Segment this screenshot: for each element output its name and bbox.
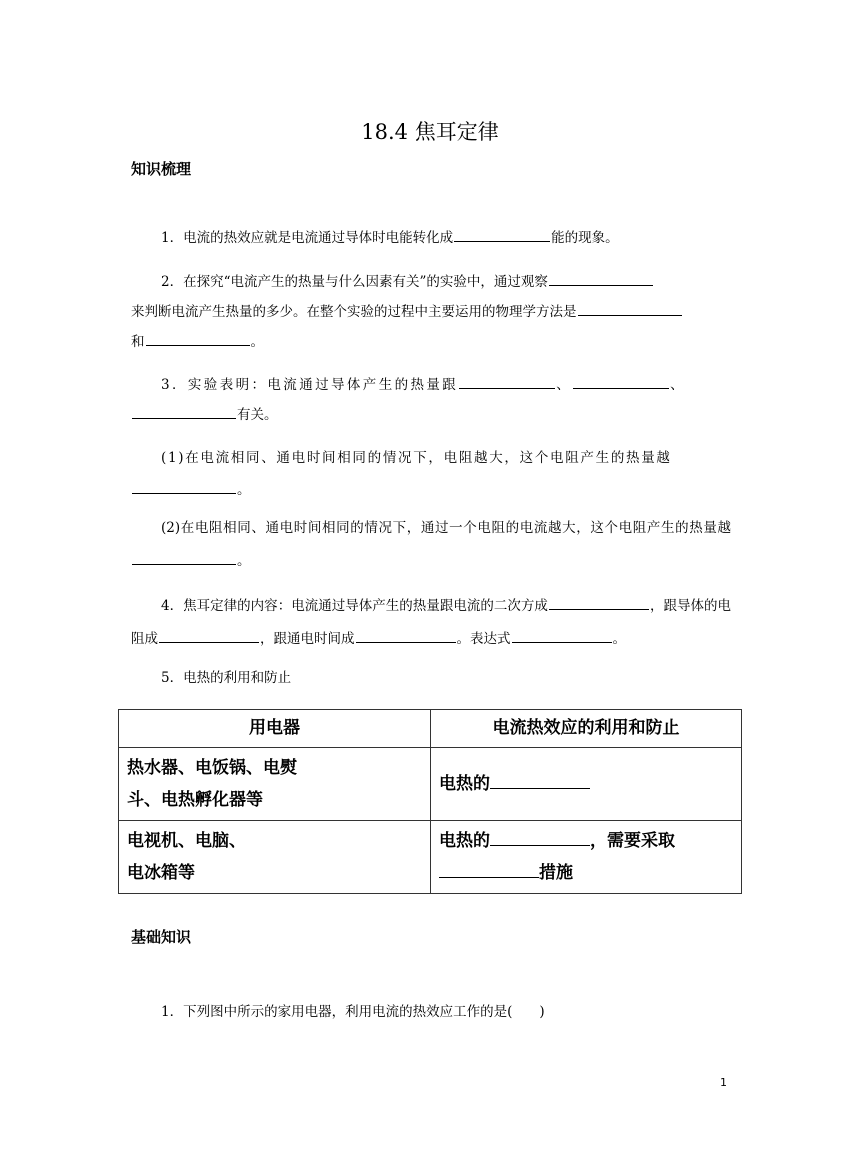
fill-blank[interactable] bbox=[439, 859, 539, 878]
question-3b-text: (2)在电阻相同、通电时间相同的情况下，通过一个电阻的电流越大，这个电阻产生的热量越 bbox=[161, 520, 731, 536]
table-cell-usage-1 bbox=[431, 748, 742, 821]
question-2-suffix: 。 bbox=[250, 334, 264, 350]
fill-blank[interactable] bbox=[454, 227, 550, 242]
cell-text: 措施 bbox=[539, 863, 573, 883]
question-2-text: 2．在探究“电流产生的热量与什么因素有关”的实验中，通过观察 bbox=[161, 274, 548, 290]
cell-text: 电冰箱等 bbox=[127, 863, 195, 883]
question-4-text-4: 。表达式 bbox=[456, 631, 511, 647]
table-header-row bbox=[119, 710, 742, 748]
fill-blank[interactable] bbox=[549, 595, 649, 610]
separator: 、 bbox=[670, 377, 687, 393]
fill-blank[interactable] bbox=[132, 479, 236, 494]
question-1-text: 1．电流的热效应就是电流通过导体时电能转化成 bbox=[161, 230, 454, 246]
table-row bbox=[119, 748, 742, 821]
fill-blank[interactable] bbox=[578, 301, 682, 316]
question-1-suffix: 能的现象。 bbox=[551, 230, 619, 246]
question-5: 5．电热的利用和防止 bbox=[161, 670, 292, 686]
question-1 bbox=[161, 226, 761, 246]
table-cell-appliances-1 bbox=[119, 748, 431, 821]
table-cell-usage-2 bbox=[431, 821, 742, 894]
question-3b bbox=[131, 512, 731, 578]
question-2-text-3: 和 bbox=[131, 334, 145, 350]
cell-text: 电视机、电脑、 bbox=[127, 831, 246, 851]
section-heading-basics: 基础知识 bbox=[131, 928, 192, 946]
fill-blank[interactable] bbox=[490, 827, 590, 846]
table-header-appliance: 用电器 bbox=[119, 710, 431, 748]
question-2-line-1 bbox=[161, 270, 761, 290]
fill-blank[interactable] bbox=[132, 550, 236, 565]
question-2-line-3 bbox=[131, 330, 731, 350]
cell-text: 电热的 bbox=[439, 774, 490, 794]
page-number: 1 bbox=[720, 1076, 727, 1089]
question-3-suffix: 有关。 bbox=[237, 407, 278, 423]
page-title: 18.4 焦耳定律 bbox=[361, 120, 499, 144]
question-4-text: 4．焦耳定律的内容：电流通过导体产生的热量跟电流的二次方成 bbox=[161, 598, 548, 614]
fill-blank[interactable] bbox=[132, 404, 236, 419]
fill-blank[interactable] bbox=[459, 374, 555, 389]
question-3a-text: (1)在电流相同、通电时间相同的情况下，电阻越大，这个电阻产生的热量越 bbox=[161, 450, 672, 466]
fill-blank[interactable] bbox=[549, 271, 653, 286]
fill-blank[interactable] bbox=[159, 628, 259, 643]
question-3b-suffix: 。 bbox=[237, 553, 251, 569]
question-3-line-2 bbox=[131, 403, 731, 423]
separator: 、 bbox=[556, 377, 573, 393]
question-3a-line-2 bbox=[131, 478, 731, 498]
cell-text: 斗、电热孵化器等 bbox=[127, 790, 263, 810]
question-basic-1: 1．下列图中所示的家用电器，利用电流的热效应工作的是( ) bbox=[161, 1004, 545, 1020]
cell-text: 热水器、电饭锅、电熨 bbox=[127, 758, 297, 778]
fill-blank[interactable] bbox=[356, 628, 456, 643]
fill-blank[interactable] bbox=[573, 374, 669, 389]
question-4-text-3: ，跟通电时间成 bbox=[260, 631, 355, 647]
fill-blank[interactable] bbox=[512, 628, 612, 643]
table-header-usage: 电流热效应的利用和防止 bbox=[431, 710, 742, 748]
table-row bbox=[119, 821, 742, 894]
question-4-suffix: 。 bbox=[612, 631, 626, 647]
fill-blank[interactable] bbox=[146, 331, 250, 346]
question-3-line-1 bbox=[161, 373, 761, 393]
question-4-text-2: ，跟导体的电阻成 bbox=[131, 598, 732, 647]
cell-text: 电热的 bbox=[439, 831, 490, 851]
question-2-line-2 bbox=[131, 300, 731, 320]
question-3-text: 3．实验表明：电流通过导体产生的热量跟 bbox=[161, 377, 459, 393]
table-cell-appliances-2 bbox=[119, 821, 431, 894]
cell-text: ，需要采取 bbox=[590, 831, 675, 851]
fill-blank[interactable] bbox=[490, 770, 590, 789]
question-4 bbox=[131, 590, 731, 656]
question-2-text-2: 来判断电流产生热量的多少。在整个实验的过程中主要运用的物理学方法是 bbox=[131, 304, 577, 320]
heat-effect-table bbox=[118, 709, 742, 894]
question-3a-suffix: 。 bbox=[237, 482, 251, 498]
question-3a-line-1 bbox=[161, 446, 761, 466]
section-heading-knowledge: 知识梳理 bbox=[131, 160, 192, 178]
